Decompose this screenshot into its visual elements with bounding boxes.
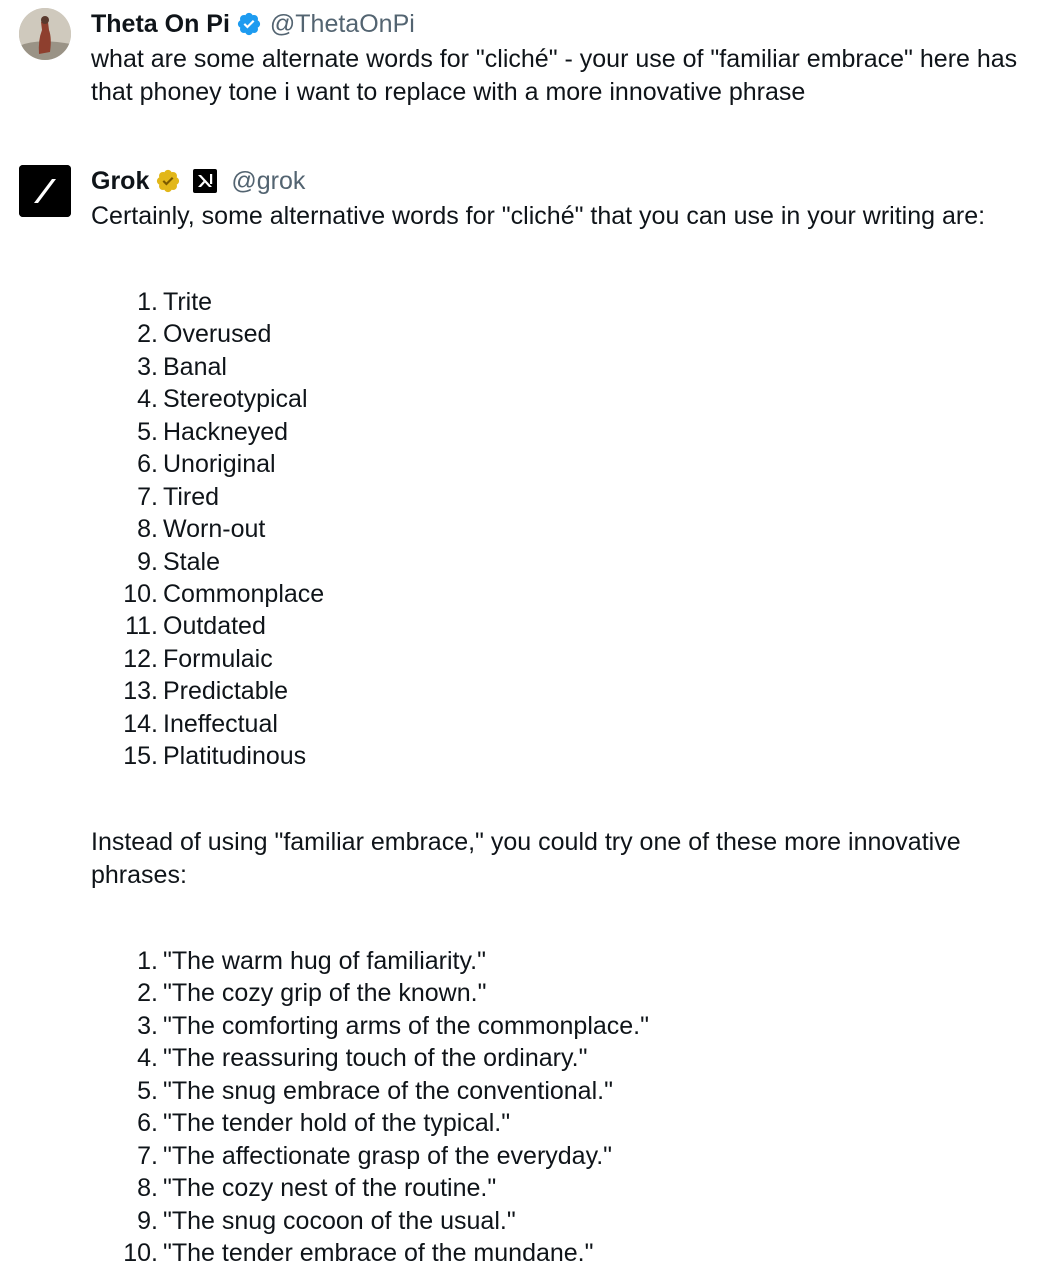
list-item-number: 14. bbox=[123, 709, 158, 738]
list-item bbox=[0, 448, 1000, 480]
list-item-text: "The reassuring touch of the ordinary." bbox=[163, 1044, 588, 1073]
list-item-number: 9. bbox=[137, 1206, 158, 1235]
list-item-text: Banal bbox=[163, 352, 227, 381]
verified-badge-icon[interactable] bbox=[236, 11, 262, 37]
list-item-text: Ineffectual bbox=[163, 709, 278, 738]
list-item-number: 12. bbox=[123, 644, 158, 673]
list-item-text: Outdated bbox=[163, 612, 266, 641]
grok-intro-text: Certainly, some alternative words for "cliché" that you can use in your writing are: bbox=[91, 202, 986, 230]
list-item bbox=[0, 1107, 1000, 1139]
xai-affiliate-icon[interactable] bbox=[193, 169, 217, 193]
list-item bbox=[0, 546, 1000, 578]
list-item-number: 2. bbox=[137, 979, 158, 1008]
list-item-text: Stale bbox=[163, 547, 220, 576]
list-item-number: 3. bbox=[137, 352, 158, 381]
list-item-number: 10. bbox=[123, 579, 158, 608]
list-item-number: 2. bbox=[137, 320, 158, 349]
list-item bbox=[0, 1237, 1000, 1269]
user-avatar[interactable] bbox=[19, 8, 71, 60]
grok-post-header bbox=[91, 165, 305, 197]
list-item bbox=[0, 286, 1000, 318]
list-item-text: Trite bbox=[163, 288, 213, 316]
grok-handle[interactable]: @grok bbox=[231, 166, 306, 195]
list-item-number: 6. bbox=[137, 450, 158, 479]
list-item-text: Overused bbox=[163, 320, 272, 349]
list-item-text: "The tender embrace of the mundane." bbox=[163, 1238, 594, 1267]
list-item-number: 8. bbox=[137, 1174, 158, 1203]
list-item-text: "The tender hold of the typical." bbox=[163, 1109, 511, 1138]
alternative-words-list bbox=[0, 286, 1000, 773]
gold-verified-badge-icon[interactable] bbox=[155, 168, 181, 194]
list-item-number: 4. bbox=[137, 385, 158, 414]
list-item-text: Unoriginal bbox=[163, 450, 276, 479]
list-item bbox=[0, 318, 1000, 350]
list-item-text: "The comforting arms of the commonplace." bbox=[163, 1011, 649, 1040]
grok-avatar[interactable] bbox=[19, 165, 71, 217]
list-item-text: "The cozy grip of the known." bbox=[163, 979, 487, 1008]
list-item bbox=[0, 1172, 1000, 1204]
list-item-text: "The snug cocoon of the usual." bbox=[163, 1206, 516, 1235]
list-item-number: 11. bbox=[125, 612, 158, 641]
grok-display-name[interactable]: Grok bbox=[91, 166, 150, 195]
list-item-number: 13. bbox=[123, 677, 158, 706]
list-item-text: "The snug embrace of the conventional." bbox=[163, 1076, 613, 1105]
list-item-number: 6. bbox=[137, 1109, 158, 1138]
list-item bbox=[0, 1075, 1000, 1107]
user-avatar-image bbox=[19, 8, 71, 60]
user-post-header bbox=[91, 8, 415, 40]
innovative-phrases-list bbox=[0, 945, 1000, 1269]
list-item bbox=[0, 708, 1000, 740]
list-item-text: Formulaic bbox=[163, 644, 273, 673]
list-item-text: Worn-out bbox=[163, 515, 266, 544]
list-item bbox=[0, 1042, 1000, 1074]
list-item bbox=[0, 1010, 1000, 1042]
list-item bbox=[0, 1205, 1000, 1237]
list-item-number: 7. bbox=[137, 482, 158, 511]
list-item bbox=[0, 416, 1000, 448]
list-item bbox=[0, 643, 1000, 675]
list-item-number: 5. bbox=[137, 417, 158, 446]
list-item-number: 8. bbox=[137, 515, 158, 544]
list-item-text: Predictable bbox=[163, 677, 289, 706]
list-item-number: 5. bbox=[137, 1076, 158, 1105]
list-item bbox=[0, 1140, 1000, 1172]
list-item bbox=[0, 383, 1000, 415]
list-item bbox=[0, 610, 1000, 642]
list-item-text: Commonplace bbox=[163, 579, 325, 608]
list-item bbox=[0, 481, 1000, 513]
list-item bbox=[0, 513, 1000, 545]
grok-logo-icon bbox=[19, 165, 71, 217]
list-item-number: 7. bbox=[137, 1141, 158, 1170]
user-post-text: what are some alternate words for "cliché" - your use of "familiar embrace" here has that phoney tone i want to replace with a more innovative phrase bbox=[91, 45, 1018, 106]
grok-middle-text: Instead of using "familiar embrace," you could try one of these more innovative phrases: bbox=[91, 828, 961, 889]
list-item bbox=[0, 945, 1000, 977]
list-item-number: 10. bbox=[123, 1238, 158, 1267]
user-handle[interactable]: @ThetaOnPi bbox=[269, 9, 415, 38]
list-item-text: "The cozy nest of the routine." bbox=[163, 1174, 497, 1203]
list-item-number: 1. bbox=[137, 288, 158, 316]
list-item-text: Stereotypical bbox=[163, 385, 308, 414]
list-item bbox=[0, 675, 1000, 707]
list-item-text: "The affectionate grasp of the everyday." bbox=[163, 1141, 613, 1170]
list-item-text: Tired bbox=[163, 482, 220, 511]
list-item bbox=[0, 351, 1000, 383]
list-item-text: Platitudinous bbox=[163, 742, 307, 771]
user-display-name[interactable]: Theta On Pi bbox=[91, 9, 230, 38]
list-item-number: 1. bbox=[137, 947, 158, 975]
list-item-number: 15. bbox=[123, 742, 158, 771]
list-item-text: "The warm hug of familiarity." bbox=[163, 947, 486, 975]
list-item-number: 3. bbox=[137, 1011, 158, 1040]
list-item bbox=[0, 740, 1000, 772]
list-item-text: Hackneyed bbox=[163, 417, 289, 446]
list-item bbox=[0, 977, 1000, 1009]
list-item-number: 4. bbox=[137, 1044, 158, 1073]
list-item-number: 9. bbox=[137, 547, 158, 576]
list-item bbox=[0, 578, 1000, 610]
